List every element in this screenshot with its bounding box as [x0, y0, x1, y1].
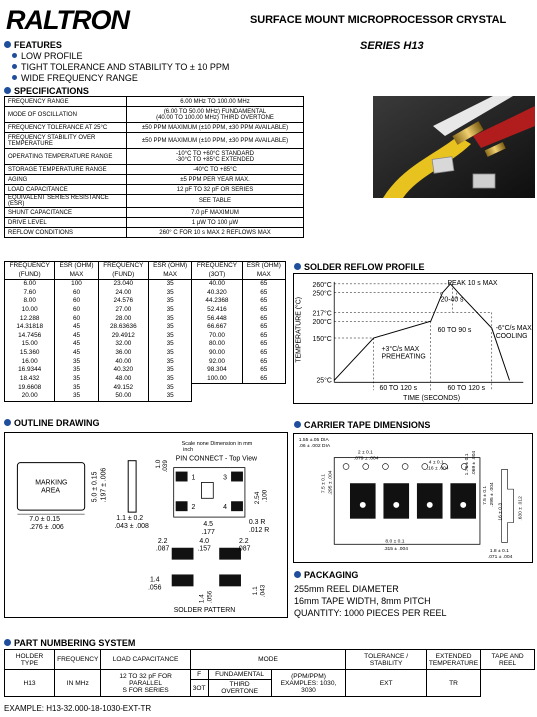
esr-cell: 35 [148, 315, 191, 324]
esr-cell: 32.00 [98, 340, 148, 349]
p4: 4 ± 0.1 [428, 460, 444, 466]
esr-cell: 66.667 [192, 323, 242, 332]
h175-in: .069 ± .004 [472, 450, 478, 476]
packaging-line: QUANTITY: 1000 PIECES PER REEL [294, 608, 447, 618]
feature-item: TIGHT TOLERANCE AND STABILITY TO ± 10 PPM [12, 62, 229, 73]
hole-dia-in: .06 ± .002 DIA [298, 443, 331, 449]
left75-in: .295 ± .004 [328, 470, 334, 496]
radius-mm: 0.3 R [248, 519, 266, 527]
reflow-guides [334, 284, 492, 393]
carrier-heading: CARRIER TAPE DIMENSIONS [294, 420, 430, 430]
esr-cell: 50.00 [98, 392, 148, 401]
esr-header: ESR (OHM) MAX [242, 262, 285, 280]
w16: 16 ± 0.3 [498, 502, 504, 521]
feature-item: WIDE FREQUENCY RANGE [12, 73, 229, 84]
spec-label: STORAGE TEMPERATURE RANGE [5, 165, 127, 175]
esr-cell: 65 [242, 349, 285, 358]
p2-in: .079 ± .004 [353, 456, 379, 462]
esr-cell: 35 [148, 297, 191, 306]
esr-cell: 35 [148, 366, 191, 375]
reflow-plateau-label: 60 TO 90 s [437, 327, 472, 335]
esr-cell: 65 [242, 340, 285, 349]
packaging-line: 255mm REEL DIAMETER [294, 584, 399, 594]
spec-value: (6.00 TO 50.00 MHz) FUNDAMENTAL (40.00 TO 100.00 MHz) THIRD OVERTONE [127, 107, 304, 123]
height-in: .197 ± .006 [100, 467, 108, 503]
p2: 2 ± 0.1 [357, 450, 373, 456]
pn-header: EXTENDED TEMPERATURE [426, 650, 480, 670]
esr-cell: 35 [148, 323, 191, 332]
esr-cell: 15.00 [5, 340, 55, 349]
sp-b-mm: 4.0 [199, 537, 210, 545]
reflow-profile-chart [293, 273, 533, 404]
reflow-tick-260: 260°C [312, 281, 332, 289]
esr-cell: 35 [148, 306, 191, 315]
pad-in: .039 [161, 460, 169, 473]
esr-cell: 35 [148, 375, 191, 384]
esr-cell: 98.304 [192, 366, 242, 375]
esr-cell: 12.288 [5, 315, 55, 324]
pn-mode-3-desc: THIRD OVERTONE [208, 680, 271, 697]
pn-frequency: IN MHz [55, 670, 101, 697]
package-side-view [128, 461, 136, 512]
pn-header: LOAD CAPACITANCE [101, 650, 190, 670]
spec-label: FREQUENCY STABILITY OVER TEMPERATURE [5, 133, 127, 149]
pin-label-2: 2 [191, 504, 196, 512]
spec-value: ±50 PPM MAXIMUM (±10 PPM, ±30 PPM AVAILABLE) [127, 123, 304, 133]
esr-cell: 35 [148, 289, 191, 298]
pn-header: TOLERANCE / STABILITY [346, 650, 426, 670]
esr-cell: 60 [55, 315, 98, 324]
pn-header: TAPE AND REEL [481, 650, 535, 670]
esr-cell [192, 384, 242, 393]
reflow-y-label: TEMPERATURE (°C) [295, 296, 303, 363]
esr-cell: 24.00 [98, 289, 148, 298]
thickness-mm: 1.1 ± 0.2 [116, 515, 144, 523]
esr-cell: 100.00 [192, 375, 242, 384]
bullet-icon [4, 639, 11, 646]
sp-c-mm: 2.2 [238, 537, 249, 545]
pn-mode-f-code: F [190, 670, 208, 680]
specifications-heading: SPECIFICATIONS [4, 86, 89, 96]
esr-cell: 60 [55, 289, 98, 298]
esr-cell: 60 [55, 306, 98, 315]
pin-label-1: 1 [191, 474, 196, 482]
d18-in: .071 ± .004 [487, 555, 513, 561]
esr-cell: 56.448 [192, 315, 242, 324]
reflow-preheat-label: +3°C/s MAX PREHEATING [381, 345, 426, 361]
sp-a-in: .087 [155, 545, 170, 553]
bullet-icon [12, 64, 17, 69]
esr-cell [242, 384, 285, 393]
esr-cell: 10.00 [5, 306, 55, 315]
esr-cell: 65 [242, 280, 285, 289]
spec-label: FREQUENCY TOLERANCE AT 25°C [5, 123, 127, 133]
product-photo [373, 96, 535, 198]
spec-value: 12 pF TO 32 pF OR SERIES [127, 185, 304, 195]
esr-cell: 24.576 [98, 297, 148, 306]
outline-heading: OUTLINE DRAWING [4, 418, 100, 428]
spec-label: EQUIVALENT SERIES RESISTANCE (ESR) [5, 195, 127, 208]
reflow-cooling-label: -6°C/s MAX COOLING [495, 325, 532, 341]
packaging-line: 16mm TAPE WIDTH, 8mm PITCH [294, 596, 431, 606]
esr-row [5, 306, 286, 315]
reflow-tick-250: 250°C [312, 290, 332, 298]
esr-cell: 16.9344 [5, 366, 55, 375]
carrier-tape-drawing [293, 433, 533, 563]
features-heading: FEATURES [4, 40, 62, 50]
esr-row [5, 366, 286, 375]
logo-text: RALTRON [6, 6, 129, 32]
specifications-table [4, 96, 304, 238]
esr-cell: 52.416 [192, 306, 242, 315]
pn-tolerance: (PPM/PPM) EXAMPLES: 1030, 3030 [271, 670, 346, 697]
spec-row [5, 175, 304, 185]
esr-cell: 40.00 [98, 358, 148, 367]
pad-mm: 1.0 [154, 459, 162, 469]
pn-header: FREQUENCY [55, 650, 101, 670]
esr-cell: 14.7456 [5, 332, 55, 341]
esr-header: ESR (OHM) MAX [148, 262, 191, 280]
esr-cell: 23.040 [98, 280, 148, 289]
pn-header: HOLDER TYPE [5, 650, 55, 670]
esr-cell: 44.2368 [192, 297, 242, 306]
esr-cell: 65 [242, 289, 285, 298]
esr-cell: 65 [242, 306, 285, 315]
part-numbering-table [4, 649, 535, 697]
spec-row [5, 133, 304, 149]
esr-cell [192, 392, 242, 401]
pin-4-pad [231, 501, 243, 511]
esr-cell: 35 [55, 384, 98, 393]
hole-dia: 1.55 ±.05 DIA [298, 437, 329, 443]
reflow-time1-label: 60 TO 120 s [379, 385, 418, 393]
esr-cell: 65 [242, 358, 285, 367]
esr-row [5, 280, 286, 289]
reflow-curve [334, 284, 509, 381]
outline-drawing [4, 432, 288, 618]
spec-row [5, 195, 304, 208]
sp-e-in: .056 [206, 590, 214, 604]
pn-load: 12 TO 32 pF FOR PARALLEL S FOR SERIES [101, 670, 190, 697]
spec-label: LOAD CAPACITANCE [5, 185, 127, 195]
esr-row [5, 340, 286, 349]
esr-cell: 20.00 [5, 392, 55, 401]
esr-cell: 35 [148, 340, 191, 349]
spec-value: ±5 PPM PER YEAR MAX. [127, 175, 304, 185]
sp-e-mm: 1.4 [198, 594, 206, 604]
marking-area-label: MARKING [35, 479, 68, 487]
solder-pad-br [219, 574, 241, 586]
pin-label-4: 4 [223, 504, 228, 512]
esr-cell: 40.00 [192, 280, 242, 289]
esr-cell: 18.432 [5, 375, 55, 384]
esr-cell: 14.31818 [5, 323, 55, 332]
spec-row [5, 97, 304, 107]
esr-cell: 36.00 [98, 349, 148, 358]
esr-cell: 65 [242, 315, 285, 324]
example-part-number: EXAMPLE: H13-32.000-18-1030-EXT-TR [4, 704, 152, 713]
esr-cell: 40.320 [98, 366, 148, 375]
solder-pad-tl [172, 548, 194, 560]
spec-label: REFLOW CONDITIONS [5, 228, 127, 238]
reflow-dwell-label: 20-40 s [440, 296, 464, 304]
esr-cell: 45 [55, 349, 98, 358]
width-mm: 7.0 ± 0.15 [29, 516, 60, 524]
packaging-heading: PACKAGING [294, 570, 358, 580]
spec-row [5, 228, 304, 238]
sp-d-in: .056 [147, 584, 162, 592]
esr-cell: 90.00 [192, 349, 242, 358]
spec-label: SHUNT CAPACITANCE [5, 208, 127, 218]
reflow-tick-25: 25°C [316, 377, 332, 385]
radius-in: .012 R [248, 526, 270, 534]
pn-mode-f-desc: FUNDAMENTAL [208, 670, 271, 680]
pin-3-pad [231, 472, 243, 482]
esr-cell: 35 [148, 392, 191, 401]
w16-in: .630 ± .012 [518, 496, 524, 521]
esr-cell: 15.360 [5, 349, 55, 358]
reflow-tick-200: 200°C [312, 319, 332, 327]
spec-row [5, 149, 304, 165]
esr-cell: 7.60 [5, 289, 55, 298]
spec-row [5, 185, 304, 195]
esr-row [5, 315, 286, 324]
esr-cell: 65 [242, 323, 285, 332]
marking-area-label-2: AREA [41, 487, 60, 495]
esr-cell: 40.320 [192, 289, 242, 298]
esr-cell: 49.152 [98, 384, 148, 393]
esr-cell: 65 [242, 366, 285, 375]
esr-cell: 28.00 [98, 315, 148, 324]
sp-b-in: .157 [197, 545, 211, 553]
spec-value: 6.00 MHz TO 100.00 MHz [127, 97, 304, 107]
left75: 7.5 ± 0.1 [321, 474, 327, 494]
sp-c-in: .087 [237, 545, 251, 553]
esr-cell: 80.00 [192, 340, 242, 349]
esr-row [5, 289, 286, 298]
spec-value: 7.0 pF MAXIMUM [127, 208, 304, 218]
features-list [12, 51, 229, 84]
pin-w-in: .177 [201, 528, 215, 536]
sp-f-mm: 1.1 [251, 586, 259, 596]
part-numbering-heading: PART NUMBERING SYSTEM [4, 638, 135, 648]
spec-label: FREQUENCY RANGE [5, 97, 127, 107]
spec-row [5, 165, 304, 175]
sp-a-mm: 2.2 [157, 537, 168, 545]
bullet-icon [294, 421, 301, 428]
esr-row [5, 375, 286, 384]
p4-in: .16 ± .004 [426, 466, 449, 472]
reflow-tick-150: 150°C [312, 335, 332, 343]
spec-value: -40°C TO +85°C [127, 165, 304, 175]
esr-cell: 35 [148, 280, 191, 289]
esr-cell: 65 [242, 375, 285, 384]
spec-label: DRIVE LEVEL [5, 218, 127, 228]
esr-row [5, 392, 286, 401]
esr-cell: 48.00 [98, 375, 148, 384]
esr-cell: 28.63636 [98, 323, 148, 332]
d18: 1.8 ± 0.1 [489, 549, 509, 555]
esr-cell: 35 [55, 392, 98, 401]
esr-header-row [5, 262, 286, 280]
spec-label: MODE OF OSCILLATION [5, 107, 127, 123]
spec-row [5, 218, 304, 228]
sp-f-in: .043 [259, 584, 267, 598]
pin-label-3: 3 [223, 474, 228, 482]
pin-1-pad [176, 472, 188, 482]
solder-pattern-label: SOLDER PATTERN [173, 607, 236, 615]
esr-cell: 29.4912 [98, 332, 148, 341]
esr-cell: 35 [55, 358, 98, 367]
spec-row [5, 107, 304, 123]
pin-h-mm: 2.54 [253, 491, 261, 505]
esr-row [5, 384, 286, 393]
pin-2-pad [176, 501, 188, 511]
document-title: SURFACE MOUNT MICROPROCESSOR CRYSTAL [250, 14, 507, 26]
spec-value: ±50 PPM MAXIMUM (±10 PPM, ±30 PPM AVAILABLE) [127, 133, 304, 149]
esr-header: ESR (OHM) MAX [55, 262, 98, 280]
esr-cell: 65 [242, 297, 285, 306]
esr-cell: 6.00 [5, 280, 55, 289]
esr-row [5, 332, 286, 341]
esr-row [5, 297, 286, 306]
pn-tr: TR [426, 670, 480, 697]
esr-cell: 92.00 [192, 358, 242, 367]
pn-ext: EXT [346, 670, 426, 697]
esr-cell: 65 [242, 332, 285, 341]
right75-in: .295 ± .004 [489, 482, 495, 507]
esr-cell: 19.6608 [5, 384, 55, 393]
pn-mode-3-code: 3OT [190, 680, 208, 697]
esr-cell: 35 [148, 349, 191, 358]
spec-label: AGING [5, 175, 127, 185]
esr-cell: 8.00 [5, 297, 55, 306]
esr-cell: 27.00 [98, 306, 148, 315]
pn-header: MODE [190, 650, 346, 670]
packaging-lines [294, 583, 447, 619]
spec-value: -10°C TO +60°C STANDARD -30°C TO +85°C EXTENDED [127, 149, 304, 165]
esr-cell: 45 [55, 340, 98, 349]
esr-cell [242, 392, 285, 401]
spec-label: OPERATING TEMPERATURE RANGE [5, 149, 127, 165]
reflow-heading: SOLDER REFLOW PROFILE [294, 262, 425, 272]
esr-cell: 35 [148, 384, 191, 393]
esr-cell: 16.00 [5, 358, 55, 367]
esr-header: FREQUENCY (FUND) [5, 262, 55, 280]
esr-cell: 35 [55, 366, 98, 375]
spec-row [5, 123, 304, 133]
esr-header: FREQUENCY (FUND) [98, 262, 148, 280]
esr-cell: 35 [148, 332, 191, 341]
bullet-icon [294, 571, 301, 578]
reflow-tick-217: 217°C [312, 310, 332, 318]
esr-cell: 45 [55, 332, 98, 341]
spec-row [5, 208, 304, 218]
bullet-icon [12, 53, 17, 58]
pin-h-in: .100 [261, 489, 269, 503]
esr-cell: 45 [55, 323, 98, 332]
series-label: SERIES H13 [360, 40, 424, 52]
esr-cell: 35 [55, 375, 98, 384]
reflow-peak-label: PEAK 10 s MAX [447, 279, 498, 287]
scale-note: Scale none Dimension in mm inch [181, 440, 253, 453]
bullet-icon [294, 263, 301, 270]
esr-cell: 70.00 [192, 332, 242, 341]
esr-header: FREQUENCY (3OT) [192, 262, 242, 280]
bullet-icon [4, 41, 11, 48]
feature-item: LOW PROFILE [12, 51, 229, 62]
spec-value: 260° C FOR 10 s MAX 2 REFLOWS MAX [127, 228, 304, 238]
bullet-icon [12, 75, 17, 80]
esr-cell: 60 [55, 297, 98, 306]
spec-value: SEE TABLE [127, 195, 304, 208]
solder-pad-bl [172, 574, 194, 586]
esr-cell: 100 [55, 280, 98, 289]
thickness-in: .043 ± .008 [114, 522, 149, 530]
bullet-icon [4, 419, 11, 426]
h175: 1.75 ± 0.1 [465, 453, 471, 476]
right75: 7.5 ± 0.1 [482, 485, 488, 505]
esr-row [5, 349, 286, 358]
pin-connect-label: PIN CONNECT - Top View [175, 455, 258, 463]
sp-d-mm: 1.4 [149, 576, 160, 584]
esr-table [4, 261, 286, 402]
width-in: .276 ± .006 [29, 523, 64, 531]
raltron-logo [6, 6, 146, 32]
pn-holder: H13 [5, 670, 55, 697]
esr-cell: 35 [148, 358, 191, 367]
esr-row [5, 323, 286, 332]
pin-w-mm: 4.5 [203, 520, 213, 528]
reflow-x-label: TIME (SECONDS) [403, 395, 461, 403]
p8: 8.0 ± 0.1 [385, 539, 405, 545]
p8-in: .315 ± .004 [383, 547, 408, 553]
spec-value: 1 μW TO 100 μW [127, 218, 304, 228]
esr-row [5, 358, 286, 367]
reflow-time2-label: 60 TO 120 s [447, 385, 486, 393]
bullet-icon [4, 87, 11, 94]
height-mm: 5.0 ± 0.15 [91, 471, 99, 503]
